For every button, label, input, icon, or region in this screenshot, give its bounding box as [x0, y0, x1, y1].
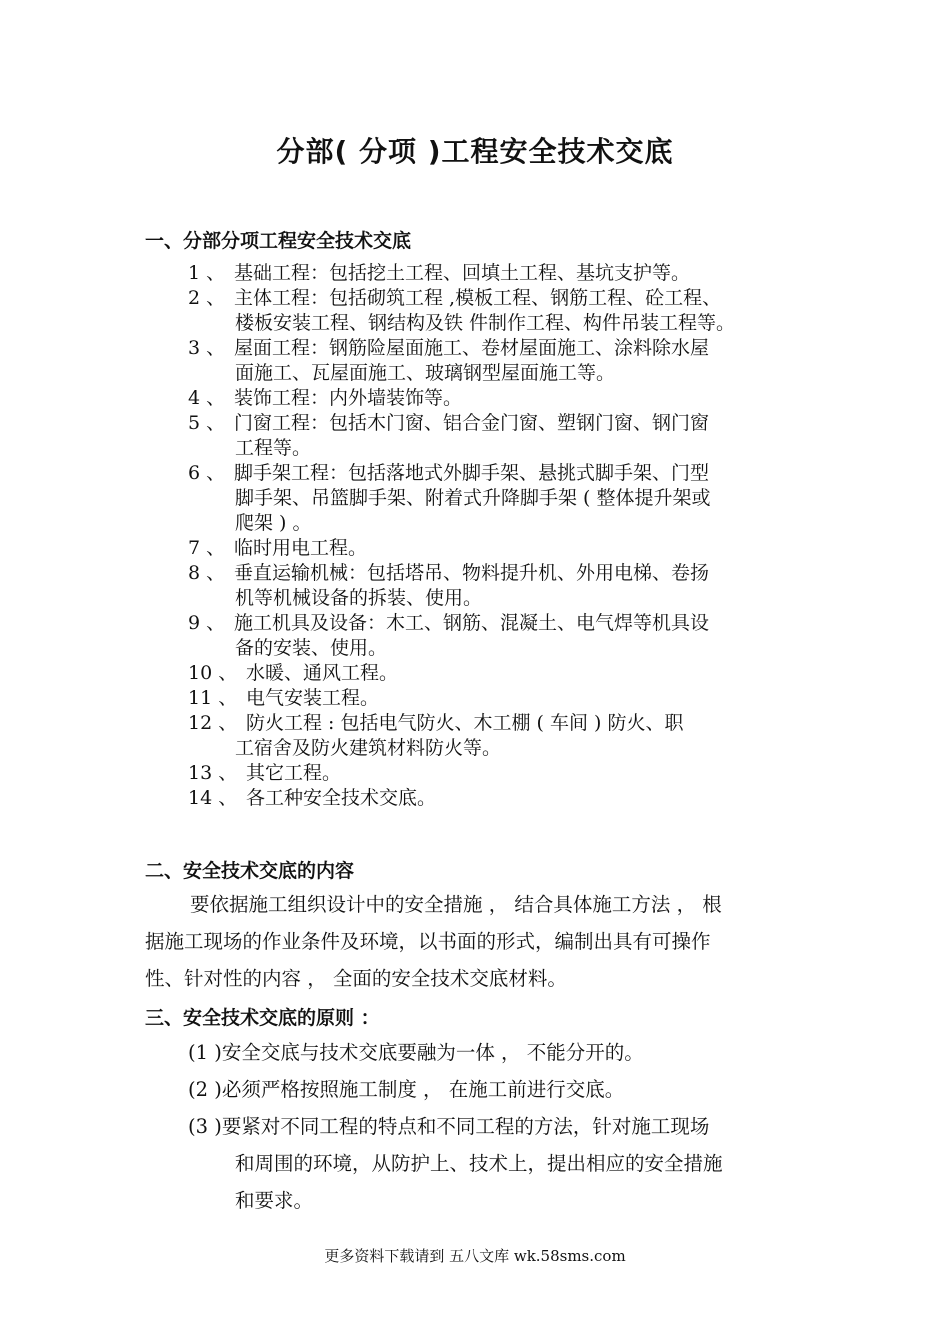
principle-list [188, 1034, 828, 1219]
list-item [188, 611, 828, 636]
item-text: 基础工程：包括挖土工程、回填土工程、基坑支护等。 [234, 262, 691, 284]
item-text-continuation: 面施工、瓦屋面施工、玻璃钢型屋面施工等。 [235, 362, 616, 384]
item-text: 装饰工程：内外墙装饰等。 [234, 387, 463, 409]
item-text: 临时用电工程。 [234, 537, 368, 559]
item-number: 1 、 [188, 262, 226, 284]
item-number: 5 、 [188, 412, 226, 434]
list-item [188, 286, 828, 311]
item-text-continuation: 脚手架、吊篮脚手架、附着式升降脚手架 ( 整体提升架或 [235, 487, 711, 509]
list-item [188, 686, 828, 711]
item-text: 施工机具及设备：木工、钢筋、混凝土、电气焊等机具设 [234, 612, 710, 634]
list-item [188, 411, 828, 436]
item-text: 防火工程 : 包括电气防火、木工棚 ( 车间 ) 防火、职 [246, 712, 684, 734]
item-text: 门窗工程：包括木门窗、铝合金门窗、塑钢门窗、钢门窗 [234, 412, 710, 434]
item-text: 垂直运输机械：包括塔吊、物料提升机、外用电梯、卷扬 [234, 562, 710, 584]
paragraph-line: 性、针对性的内容 ， 全面的安全技术交底材料。 [145, 967, 567, 990]
item-text-continuation: 爬架 ) 。 [235, 512, 312, 534]
item-text: 各工种安全技术交底。 [246, 787, 437, 809]
item-number: 12 、 [188, 712, 238, 734]
item-text: 其它工程。 [246, 762, 342, 784]
list-item [188, 386, 828, 411]
page-title: 分部( 分项 )工程安全技术交底 [276, 135, 674, 168]
item-text: 屋面工程：钢筋险屋面施工、卷材屋面施工、涂料除水屋 [234, 337, 710, 359]
item-text: 脚手架工程：包括落地式外脚手架、悬挑式脚手架、门型 [234, 462, 710, 484]
list-item [188, 761, 828, 786]
paragraph-line: 据施工现场的作业条件及环境，以书面的形式，编制出具有可操作 [145, 930, 711, 953]
item-text-continuation: 和要求。 [235, 1189, 314, 1212]
item-number: 13 、 [188, 762, 238, 784]
item-text: 安全交底与技术交底要融为一体 ， 不能分开的。 [221, 1041, 644, 1064]
item-text: 主体工程：包括砌筑工程 ,模板工程、钢筋工程、砼工程、 [234, 287, 722, 309]
item-number: 9 、 [188, 612, 226, 634]
item-text: 必须严格按照施工制度 ， 在施工前进行交底。 [221, 1078, 625, 1101]
list-item [188, 786, 828, 811]
item-number: 6 、 [188, 462, 226, 484]
item-text-continuation: 和周围的环境，从防护上、技术上，提出相应的安全措施 [235, 1152, 723, 1175]
item-number: 7 、 [188, 537, 226, 559]
list-item [188, 711, 828, 736]
section-3-heading: 三、安全技术交底的原则 ： [145, 1007, 380, 1029]
item-number: (1 ) [188, 1041, 222, 1064]
item-text-continuation: 机等机械设备的拆装、使用。 [235, 587, 483, 609]
paragraph-line: 要依据施工组织设计中的安全措施 ， 结合具体施工方法 ， 根 [190, 893, 722, 916]
section-1-heading: 一、分部分项工程安全技术交底 [145, 230, 412, 252]
item-number: (2 ) [188, 1078, 222, 1101]
list-item [188, 661, 828, 686]
section-2-paragraph [145, 886, 815, 997]
item-text-continuation: 楼板安装工程、钢结构及铁 件制作工程、构件吊装工程等。 [235, 312, 736, 334]
list-item [188, 1108, 828, 1145]
item-text: 电气安装工程。 [246, 687, 380, 709]
item-number: 2 、 [188, 287, 226, 309]
item-text-continuation: 工宿舍及防火建筑材料防火等。 [235, 737, 502, 759]
list-item [188, 461, 828, 486]
section-2-heading: 二、安全技术交底的内容 [145, 860, 355, 882]
list-item [188, 336, 828, 361]
item-text-continuation: 工程等。 [235, 437, 312, 459]
item-text-continuation: 备的安装、使用。 [235, 637, 388, 659]
footer-text: 更多资料下载请到 五八文库 wk.58sms.com [324, 1247, 626, 1265]
item-number: 3 、 [188, 337, 226, 359]
item-text: 要紧对不同工程的特点和不同工程的方法，针对施工现场 [221, 1115, 710, 1138]
item-number: 8 、 [188, 562, 226, 584]
list-item [188, 1071, 828, 1108]
item-number: 10 、 [188, 662, 238, 684]
list-item [188, 536, 828, 561]
list-item [188, 261, 828, 286]
item-text: 水暖、通风工程。 [246, 662, 399, 684]
item-number: (3 ) [188, 1115, 222, 1138]
item-number: 4 、 [188, 387, 226, 409]
list-item [188, 561, 828, 586]
list-item [188, 1034, 828, 1071]
item-number: 11 、 [188, 687, 238, 709]
item-number: 14 、 [188, 787, 238, 809]
